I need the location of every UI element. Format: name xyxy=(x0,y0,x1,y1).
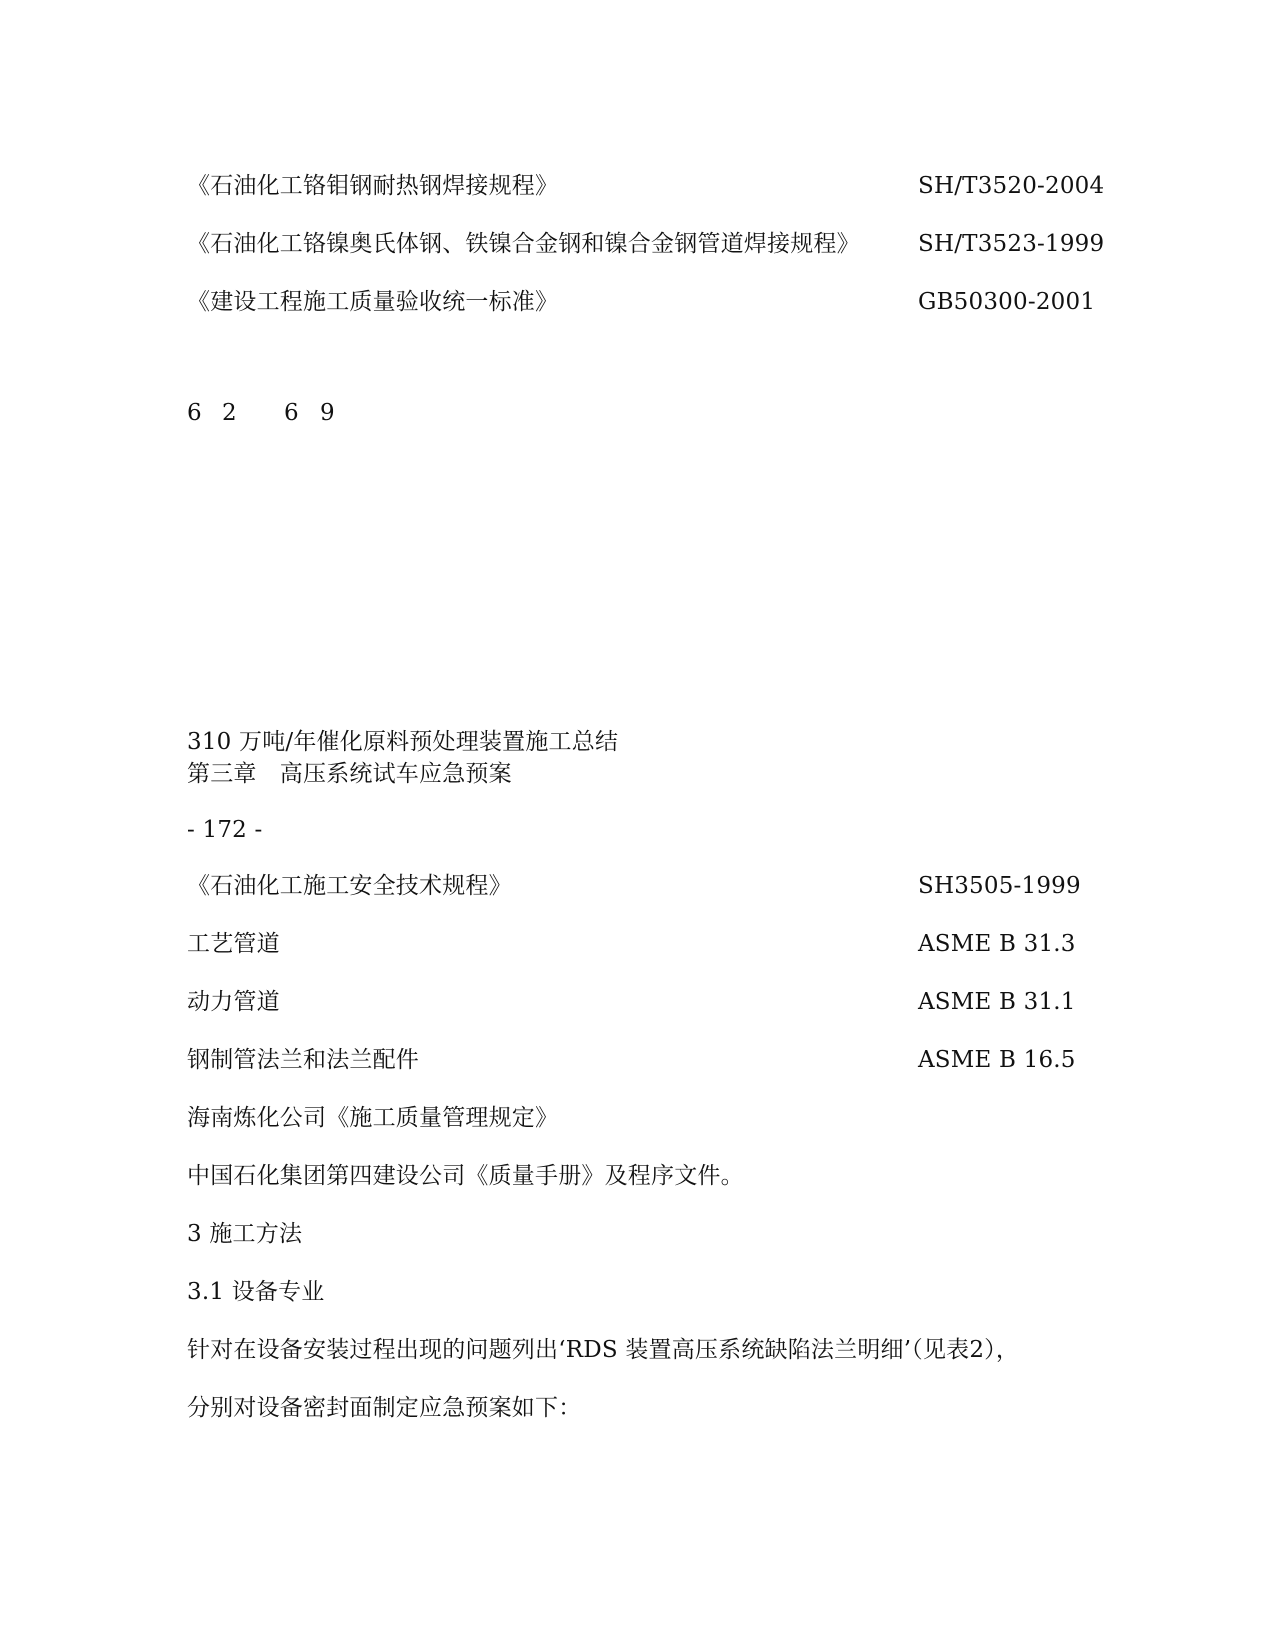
page-number: - 172 - xyxy=(187,817,263,843)
standard-code: ASME B 31.3 xyxy=(918,931,1076,957)
paragraph: 针对在设备安装过程出现的问题列出‘RDS 装置高压系统缺陷法兰明细’（见表2）， xyxy=(187,1337,1020,1363)
standard-title: 钢制管法兰和法兰配件 xyxy=(187,1047,419,1073)
paragraph: 分别对设备密封面制定应急预案如下： xyxy=(187,1395,582,1421)
standard-code: GB50300-2001 xyxy=(918,289,1096,315)
standard-title: 动力管道 xyxy=(187,989,280,1015)
standard-title: 《建设工程施工质量验收统一标准》 xyxy=(187,289,559,315)
standard-code: ASME B 31.1 xyxy=(918,989,1076,1015)
standard-title: 工艺管道 xyxy=(187,931,280,957)
standard-title: 《石油化工施工安全技术规程》 xyxy=(187,873,512,899)
running-header-chapter: 第三章 高压系统试车应急预案 xyxy=(187,761,512,787)
standard-title: 《石油化工铬镍奥氏体钢、铁镍合金钢和镍合金钢管道焊接规程》 xyxy=(187,231,860,257)
standard-code: ASME B 16.5 xyxy=(918,1047,1076,1073)
stray-digit: 9 xyxy=(320,400,335,426)
stray-digit: 6 xyxy=(187,400,202,426)
paragraph: 海南炼化公司《施工质量管理规定》 xyxy=(187,1105,559,1131)
running-header-project: 310 万吨/年催化原料预处理装置施工总结 xyxy=(187,729,619,755)
section-heading: 3 施工方法 xyxy=(187,1221,303,1247)
stray-digit: 2 xyxy=(222,400,237,426)
standard-code: SH/T3520-2004 xyxy=(918,173,1105,199)
subsection-heading: 3.1 设备专业 xyxy=(187,1279,325,1305)
stray-digit: 6 xyxy=(284,400,299,426)
standard-title: 《石油化工铬钼钢耐热钢焊接规程》 xyxy=(187,173,559,199)
standard-code: SH3505-1999 xyxy=(918,873,1081,899)
standard-code: SH/T3523-1999 xyxy=(918,231,1105,257)
paragraph: 中国石化集团第四建设公司《质量手册》及程序文件。 xyxy=(187,1163,744,1189)
